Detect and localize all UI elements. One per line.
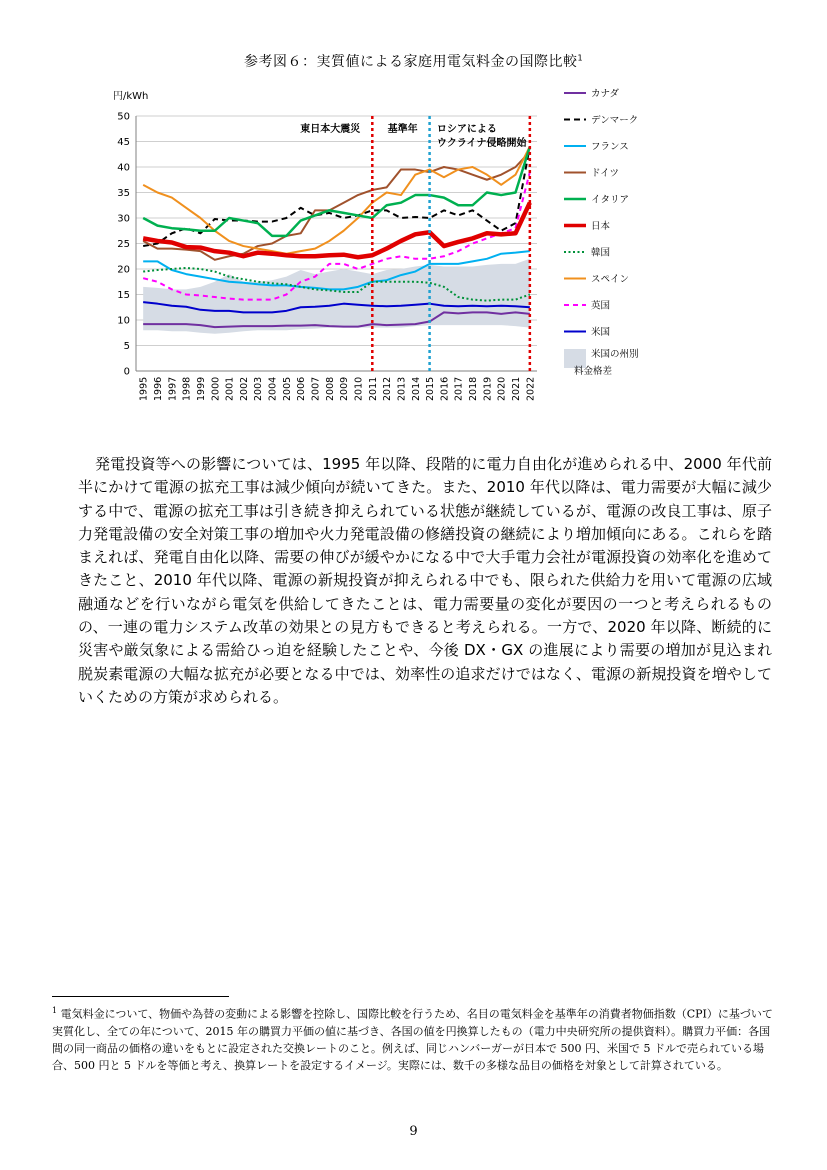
y-tick-label: 35 <box>117 188 130 199</box>
x-tick-label: 2019 <box>482 376 494 401</box>
x-tick-label: 2011 <box>367 376 379 401</box>
x-tick-label: 2008 <box>324 376 336 401</box>
x-tick-label: 2017 <box>453 376 465 401</box>
us-state-spread-band <box>143 259 530 334</box>
y-tick-label: 45 <box>117 137 130 148</box>
x-tick-label: 2001 <box>224 376 236 401</box>
legend-label: 米国 <box>591 327 611 338</box>
x-tick-label: 2013 <box>396 376 408 401</box>
y-tick-label: 40 <box>117 162 130 174</box>
legend-label: フランス <box>591 141 629 153</box>
y-tick-label: 0 <box>123 366 130 378</box>
x-tick-label: 1998 <box>181 376 193 401</box>
x-tick-label: 1996 <box>152 376 164 401</box>
x-tick-label: 2006 <box>296 376 308 401</box>
x-tick-label: 2022 <box>525 376 537 401</box>
footnote-text: 電気料金について、物価や為替の変動による影響を控除し、国際比較を行うため、名目の電気料金を基準年の消費者物価指数（CPI）に基づいて実質化し、全ての年について、2015 年の購買力平価の値に基づき、各国の値を円換算したもの（電力中央研究所の提供資料）。購買力平価：各国間の同一商品の価格の違いをもとに設定された交換レートのこと。例えば、同じハンバーガーが日本で 500 円、米国で 5 ドルで売られている場合、500 円と 5 ドルを等価と考え、換算レートを設定するイメージ。実際には、数千の多様な品目の価格を対象として計算されている。 <box>52 1007 773 1072</box>
annotation-label: 東日本大震災 <box>300 124 361 135</box>
x-tick-label: 2005 <box>281 376 293 401</box>
figure-title-text: 参考図６：実質値による家庭用電気料金の国際比較 <box>243 54 578 70</box>
y-tick-label: 20 <box>117 264 130 276</box>
legend-label: イタリア <box>591 194 630 206</box>
page-number: 9 <box>409 1124 418 1139</box>
electricity-price-chart <box>100 84 690 404</box>
x-tick-label: 2000 <box>210 376 222 401</box>
x-tick-label: 2012 <box>382 376 394 401</box>
legend-label: カナダ <box>591 88 620 100</box>
x-tick-label: 1999 <box>195 376 207 401</box>
x-tick-label: 2014 <box>410 376 422 401</box>
x-tick-label: 2021 <box>511 376 523 401</box>
footnote <box>52 1002 777 1074</box>
x-tick-label: 2002 <box>238 376 250 401</box>
figure-title <box>0 51 827 71</box>
y-tick-label: 50 <box>117 111 130 123</box>
series-line <box>143 147 530 236</box>
x-tick-label: 2009 <box>339 376 351 401</box>
legend-label: 日本 <box>591 221 611 232</box>
y-tick-label: 10 <box>117 315 130 327</box>
x-tick-label: 2004 <box>267 376 279 401</box>
annotation-label: 基準年 <box>387 124 418 135</box>
x-tick-label: 1995 <box>138 376 150 401</box>
legend-label: ドイツ <box>591 168 620 179</box>
x-tick-label: 2018 <box>468 376 480 401</box>
x-tick-label: 2016 <box>439 376 451 401</box>
x-tick-label: 2020 <box>496 376 508 401</box>
legend-label: 韓国 <box>591 247 611 259</box>
figure-title-footnote-ref: 1 <box>577 53 584 63</box>
y-axis-unit-label: 円/kWh <box>113 91 149 102</box>
footnote-divider <box>52 996 229 997</box>
x-tick-label: 2007 <box>310 376 322 401</box>
y-tick-label: 5 <box>123 341 130 352</box>
x-tick-label: 2010 <box>353 376 365 401</box>
y-tick-label: 30 <box>117 213 130 225</box>
legend-label-band: 米国の州別料金格差 <box>574 349 639 377</box>
legend-label: スペイン <box>591 274 630 285</box>
footnote-number: 1 <box>52 1006 58 1015</box>
y-tick-label: 15 <box>117 290 130 301</box>
x-tick-label: 1997 <box>167 376 179 401</box>
annotation-label: ロシアによるウクライナ侵略開始 <box>436 124 527 149</box>
legend-label: 英国 <box>591 300 611 312</box>
body-paragraph: 発電投資等への影響については、1995 年以降、段階的に電力自由化が進められる中、2000 年代前半にかけて電源の拡充工事は減少傾向が続いてきた。また、2010 年代以降は、電力需要が大幅に減少する中で、電源の拡充工事は引き続き抑えられている状態が継続しているが、電源の改良工事は、原子力発電設備の安全対策工事の増加や火力発電設備の修繕投資の継続により増加傾向にある。これらを踏まえれば、発電自由化以降、需要の伸びが緩やかになる中で大手電力会社が電源投資の効率化を進めてきたこと、2010 年代以降、電源の新規投資が抑えられる中でも、限られた供給力を用いて電源の広域融通などを行いながら電気を供給してきたことは、電力需要量の変化が要因の一つと考えられるものの、一連の電力システム改革の効果との見方もできると考えられる。一方で、2020 年以降、断続的に災害や厳気象による需給ひっ迫を経験したことや、今後 DX・GX の進展により需要の増加が見込まれ脱炭素電源の大幅な拡充が必要となる中では、効率性の追求だけではなく、電源の新規投資を増やしていくための方策が求められる。 <box>78 455 772 706</box>
x-tick-label: 2003 <box>253 376 265 401</box>
x-tick-label: 2015 <box>425 376 437 401</box>
legend-label: デンマーク <box>591 115 639 126</box>
y-tick-label: 25 <box>117 239 130 250</box>
